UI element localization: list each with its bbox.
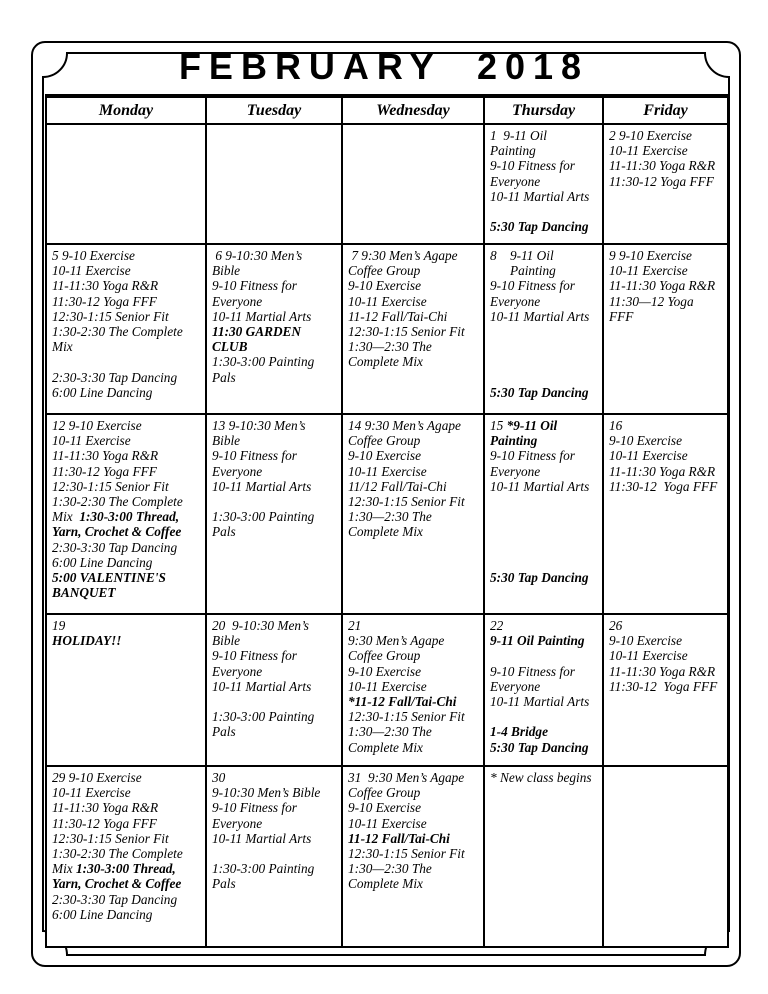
schedule-line	[490, 219, 601, 234]
schedule-line: 10-11 Martial Arts	[212, 308, 312, 324]
calendar-cell-week5-friday	[602, 765, 727, 946]
schedule-line: 11-11:30 Yoga R&R	[52, 278, 159, 294]
calendar-cell-week3-friday-16	[602, 413, 727, 613]
schedule-line: 21	[348, 618, 362, 633]
schedule-line: 1:30-2:30 The Complete	[52, 494, 183, 510]
schedule-text-bold: 1:30-3:00 Thread,	[76, 861, 176, 877]
schedule-line: Everyone	[490, 463, 541, 479]
schedule-line: 10-11 Exercise	[609, 648, 688, 664]
schedule-line: 10-11 Martial Arts	[490, 308, 590, 324]
schedule-text-bold: 11-12 Fall/Tai-Chi	[348, 830, 450, 846]
schedule-line	[212, 694, 340, 709]
schedule-line: 1:30—2:30 The	[348, 724, 432, 740]
schedule-line: 12:30-1:15 Senior Fit	[348, 709, 465, 725]
schedule-line: Pals	[212, 369, 236, 385]
schedule-line	[490, 648, 601, 663]
schedule-line: 10-11 Exercise	[52, 263, 131, 279]
schedule-line	[490, 633, 601, 648]
calendar-cell-week4-friday-26	[602, 613, 727, 765]
schedule-text-bold: *9-11 Oil	[506, 418, 558, 433]
schedule-line: 11/12 Fall/Tai-Chi	[348, 478, 447, 494]
schedule-line	[348, 831, 482, 846]
schedule-line	[212, 339, 340, 354]
schedule-line	[490, 540, 601, 555]
schedule-line	[490, 370, 601, 385]
schedule-line: 9-10 Fitness for	[212, 800, 297, 816]
schedule-line: 26	[609, 618, 623, 633]
schedule-line: 10-11 Martial Arts	[212, 478, 312, 494]
schedule-line: 9-10 Fitness for	[212, 648, 297, 664]
schedule-line: 10-11 Martial Arts	[490, 694, 590, 710]
schedule-line: Mix	[52, 339, 73, 355]
schedule-line	[212, 494, 340, 509]
schedule-line: 9:30 Men’s Agape	[348, 633, 445, 649]
schedule-line: Complete Mix	[348, 524, 423, 540]
schedule-line: Coffee Group	[348, 263, 421, 279]
schedule-line	[212, 846, 340, 861]
calendar-cell-week4-wednesday-21	[341, 613, 483, 765]
schedule-line: 12:30-1:15 Senior Fit	[52, 308, 169, 324]
calendar-cell-week3-tuesday-13	[205, 413, 341, 613]
schedule-line: Everyone	[490, 293, 541, 309]
schedule-line: 9 9-10 Exercise	[609, 248, 692, 263]
day-header-wednesday: Wednesday	[341, 98, 483, 123]
schedule-line	[52, 354, 204, 369]
schedule-line	[490, 204, 601, 219]
schedule-line: Painting	[490, 263, 556, 279]
calendar-cell-week4-thursday-22	[483, 613, 602, 765]
schedule-line: Bible	[212, 633, 241, 649]
schedule-line: 10-11 Martial Arts	[212, 678, 312, 694]
schedule-line: 12:30-1:15 Senior Fit	[348, 324, 465, 340]
schedule-line: 11:30—12 Yoga	[609, 293, 694, 309]
schedule-line: 1:30—2:30 The	[348, 339, 432, 355]
schedule-line	[52, 585, 204, 600]
schedule-line	[490, 570, 601, 585]
schedule-line: Bible	[212, 263, 241, 279]
schedule-line: 9-10 Exercise	[609, 633, 682, 649]
schedule-text-bold: 1:30-3:00 Thread,	[79, 509, 180, 525]
schedule-text-bold: CLUB	[212, 339, 248, 355]
schedule-line: 11-11:30 Yoga R&R	[609, 463, 716, 479]
schedule-line	[52, 509, 204, 524]
schedule-text: Mix	[52, 861, 76, 877]
calendar-cell-week1-friday-2	[602, 123, 727, 243]
schedule-line	[490, 433, 601, 448]
schedule-line: 10-11 Exercise	[609, 143, 688, 159]
calendar-cell-week1-thursday-1	[483, 123, 602, 243]
schedule-line: 2:30-3:30 Tap Dancing	[52, 539, 178, 555]
schedule-line: 10-11 Martial Arts	[212, 830, 312, 846]
schedule-line: 10-11 Martial Arts	[490, 478, 590, 494]
schedule-line: 10-11 Exercise	[348, 678, 427, 694]
schedule-text-bold: 11:30 GARDEN	[212, 324, 302, 340]
schedule-line: 9-10 Fitness for	[490, 448, 575, 464]
calendar-cell-week1-wednesday	[341, 123, 483, 243]
schedule-line: 20 9-10:30 Men’s	[212, 618, 309, 633]
schedule-text-bold: 5:30 Tap Dancing	[490, 219, 589, 235]
schedule-line: 10-11 Exercise	[52, 433, 131, 449]
schedule-line: 22	[490, 618, 504, 633]
schedule-line: 19	[52, 618, 66, 633]
schedule-line: 9-10 Fitness for	[490, 663, 575, 679]
schedule-line	[490, 724, 601, 739]
schedule-line: 12:30-1:15 Senior Fit	[348, 494, 465, 510]
schedule-line: 11-11:30 Yoga R&R	[609, 278, 716, 294]
calendar-cell-week2-wednesday-7	[341, 243, 483, 413]
schedule-line: * New class begins	[490, 770, 592, 785]
schedule-line: 6 9-10:30 Men’s	[212, 248, 303, 263]
schedule-line: 9-10 Exercise	[609, 433, 682, 449]
schedule-line	[490, 524, 601, 539]
schedule-line: 11:30-12 Yoga FFF	[609, 678, 718, 694]
schedule-line: 1:30—2:30 The	[348, 861, 432, 877]
schedule-text: 15	[490, 418, 507, 433]
schedule-line: 14 9:30 Men’s Agape	[348, 418, 461, 433]
schedule-text-bold: Yarn, Crochet & Coffee	[52, 876, 182, 892]
schedule-text-bold: 5:30 Tap Dancing	[490, 384, 589, 400]
schedule-line: Everyone	[212, 815, 263, 831]
schedule-line: 10-11 Exercise	[348, 463, 427, 479]
schedule-line: 11-11:30 Yoga R&R	[52, 448, 159, 464]
schedule-line: Complete Mix	[348, 739, 423, 755]
schedule-line: 10-11 Exercise	[609, 263, 688, 279]
schedule-line	[490, 339, 601, 354]
schedule-line: Painting	[490, 143, 536, 159]
day-header-tuesday: Tuesday	[205, 98, 341, 123]
schedule-line: 12:30-1:15 Senior Fit	[348, 846, 465, 862]
schedule-line: 13 9-10:30 Men’s	[212, 418, 306, 433]
schedule-line: 11-11:30 Yoga R&R	[52, 800, 159, 816]
schedule-line: 16	[609, 418, 623, 433]
schedule-line	[490, 509, 601, 524]
schedule-line: 10-11 Exercise	[609, 448, 688, 464]
calendar-cell-week5-thursday	[483, 765, 602, 946]
schedule-line: 10-11 Exercise	[52, 785, 131, 801]
schedule-line: 12 9-10 Exercise	[52, 418, 142, 433]
calendar-cell-week4-monday-19	[47, 613, 205, 765]
day-header-friday: Friday	[602, 98, 727, 123]
schedule-line	[490, 385, 601, 400]
schedule-text-bold: 5:30 Tap Dancing	[490, 570, 589, 586]
calendar-cell-week5-wednesday-31	[341, 765, 483, 946]
schedule-line: 11:30-12 Yoga FFF	[52, 293, 157, 309]
schedule-line: 11:30-12 Yoga FFF	[52, 463, 157, 479]
day-header-monday: Monday	[98, 101, 154, 119]
calendar-cell-week3-wednesday-14	[341, 413, 483, 613]
schedule-line: 7 9:30 Men’s Agape	[348, 248, 458, 263]
schedule-text-bold: *11-12 Fall/Tai-Chi	[348, 694, 457, 710]
schedule-line: 5 9-10 Exercise	[52, 248, 135, 263]
calendar-cell-week3-thursday-15	[483, 413, 602, 613]
schedule-line: 8 9-11 Oil	[490, 248, 554, 263]
schedule-line: Everyone	[212, 463, 263, 479]
calendar-cell-week4-tuesday-20	[205, 613, 341, 765]
schedule-line	[52, 876, 204, 891]
calendar-title: FEBRUARY 2018	[178, 46, 590, 87]
schedule-line: 9-10 Fitness for	[212, 448, 297, 464]
calendar-cell-week2-monday-5	[47, 243, 205, 413]
schedule-line: Everyone	[490, 173, 541, 189]
schedule-line	[490, 418, 601, 433]
schedule-line: 1:30-2:30 The Complete	[52, 324, 183, 340]
schedule-line: 9-10 Exercise	[348, 663, 421, 679]
schedule-line: 6:00 Line Dancing	[52, 554, 153, 570]
calendar-grid	[45, 94, 729, 948]
schedule-line: Coffee Group	[348, 433, 421, 449]
calendar-cell-week2-thursday-8	[483, 243, 602, 413]
calendar-cell-week1-monday	[47, 123, 205, 243]
schedule-text-bold: HOLIDAY!!	[52, 633, 122, 649]
schedule-line	[490, 354, 601, 369]
schedule-line: 29 9-10 Exercise	[52, 770, 142, 785]
schedule-line: 6:00 Line Dancing	[52, 384, 153, 400]
schedule-line: 9-10 Exercise	[348, 448, 421, 464]
schedule-line	[490, 555, 601, 570]
schedule-line	[52, 570, 204, 585]
schedule-line: 2:30-3:30 Tap Dancing	[52, 369, 178, 385]
schedule-line: 1:30-3:00 Painting	[212, 354, 315, 370]
schedule-line: 11-12 Fall/Tai-Chi	[348, 308, 448, 324]
schedule-line	[490, 740, 601, 755]
schedule-text-bold: 5:00 VALENTINE'S	[52, 570, 166, 586]
schedule-line	[52, 524, 204, 539]
calendar-cell-week2-tuesday-6	[205, 243, 341, 413]
schedule-line: 1:30—2:30 The	[348, 509, 432, 525]
schedule-line: 11:30-12 Yoga FFF	[609, 173, 714, 189]
schedule-line: Everyone	[490, 678, 541, 694]
schedule-line: 30	[212, 770, 226, 785]
schedule-line: Coffee Group	[348, 648, 421, 664]
calendar-cell-week1-tuesday	[205, 123, 341, 243]
schedule-line: 9-10 Exercise	[348, 800, 421, 816]
schedule-line: FFF	[609, 308, 634, 324]
schedule-line	[348, 694, 482, 709]
schedule-line: 11:30-12 Yoga FFF	[609, 478, 718, 494]
schedule-line: 11-11:30 Yoga R&R	[609, 158, 716, 174]
schedule-line: Pals	[212, 876, 236, 892]
calendar-cell-week3-monday-12	[47, 413, 205, 613]
schedule-line: 9-10 Fitness for	[490, 158, 575, 174]
schedule-line	[490, 709, 601, 724]
calendar-cell-week2-friday-9	[602, 243, 727, 413]
schedule-line: 11:30-12 Yoga FFF	[52, 815, 157, 831]
schedule-line: 10-11 Exercise	[348, 293, 427, 309]
schedule-line: 6:00 Line Dancing	[52, 906, 153, 922]
calendar-cell-week5-tuesday-30	[205, 765, 341, 946]
schedule-line: 2:30-3:30 Tap Dancing	[52, 891, 178, 907]
schedule-line	[490, 494, 601, 509]
schedule-line	[212, 324, 340, 339]
day-header-thursday: Thursday	[483, 98, 602, 123]
schedule-line	[52, 633, 204, 648]
schedule-line: Everyone	[212, 293, 263, 309]
calendar-cell-week5-monday-29	[47, 765, 205, 946]
schedule-line: Bible	[212, 433, 241, 449]
schedule-line: 12:30-1:15 Senior Fit	[52, 478, 169, 494]
schedule-text-bold: Painting	[490, 433, 538, 449]
schedule-text: Mix	[52, 509, 80, 525]
schedule-line: Complete Mix	[348, 876, 423, 892]
schedule-line: 10-11 Martial Arts	[490, 188, 590, 204]
schedule-text-bold: Yarn, Crochet & Coffee	[52, 524, 182, 540]
schedule-line: 12:30-1:15 Senior Fit	[52, 830, 169, 846]
schedule-line: 9-10 Fitness for	[490, 278, 575, 294]
schedule-line: 9-10 Fitness for	[212, 278, 297, 294]
schedule-text-bold: 5:30 Tap Dancing	[490, 739, 589, 755]
schedule-text-bold: BANQUET	[52, 585, 116, 601]
schedule-line: Coffee Group	[348, 785, 421, 801]
schedule-line: 9-10 Exercise	[348, 278, 421, 294]
schedule-text-bold: 1-4 Bridge	[490, 724, 548, 740]
schedule-line: 31 9:30 Men’s Agape	[348, 770, 465, 785]
schedule-line: 1:30-2:30 The Complete	[52, 846, 183, 862]
schedule-line: Everyone	[212, 663, 263, 679]
schedule-line: 2 9-10 Exercise	[609, 128, 692, 143]
schedule-line: 1:30-3:00 Painting	[212, 861, 315, 877]
schedule-line	[490, 324, 601, 339]
schedule-line: Pals	[212, 524, 236, 540]
schedule-line: 1:30-3:00 Painting	[212, 509, 315, 525]
schedule-line: Complete Mix	[348, 354, 423, 370]
schedule-line: 10-11 Exercise	[348, 815, 427, 831]
schedule-line: 9-10:30 Men’s Bible	[212, 785, 321, 801]
schedule-line: 1:30-3:00 Painting	[212, 709, 315, 725]
schedule-line: 11-11:30 Yoga R&R	[609, 663, 716, 679]
schedule-line	[52, 861, 204, 876]
schedule-text-bold: 9-11 Oil Painting	[490, 633, 585, 649]
schedule-line: 1 9-11 Oil	[490, 128, 547, 143]
schedule-line: Pals	[212, 724, 236, 740]
